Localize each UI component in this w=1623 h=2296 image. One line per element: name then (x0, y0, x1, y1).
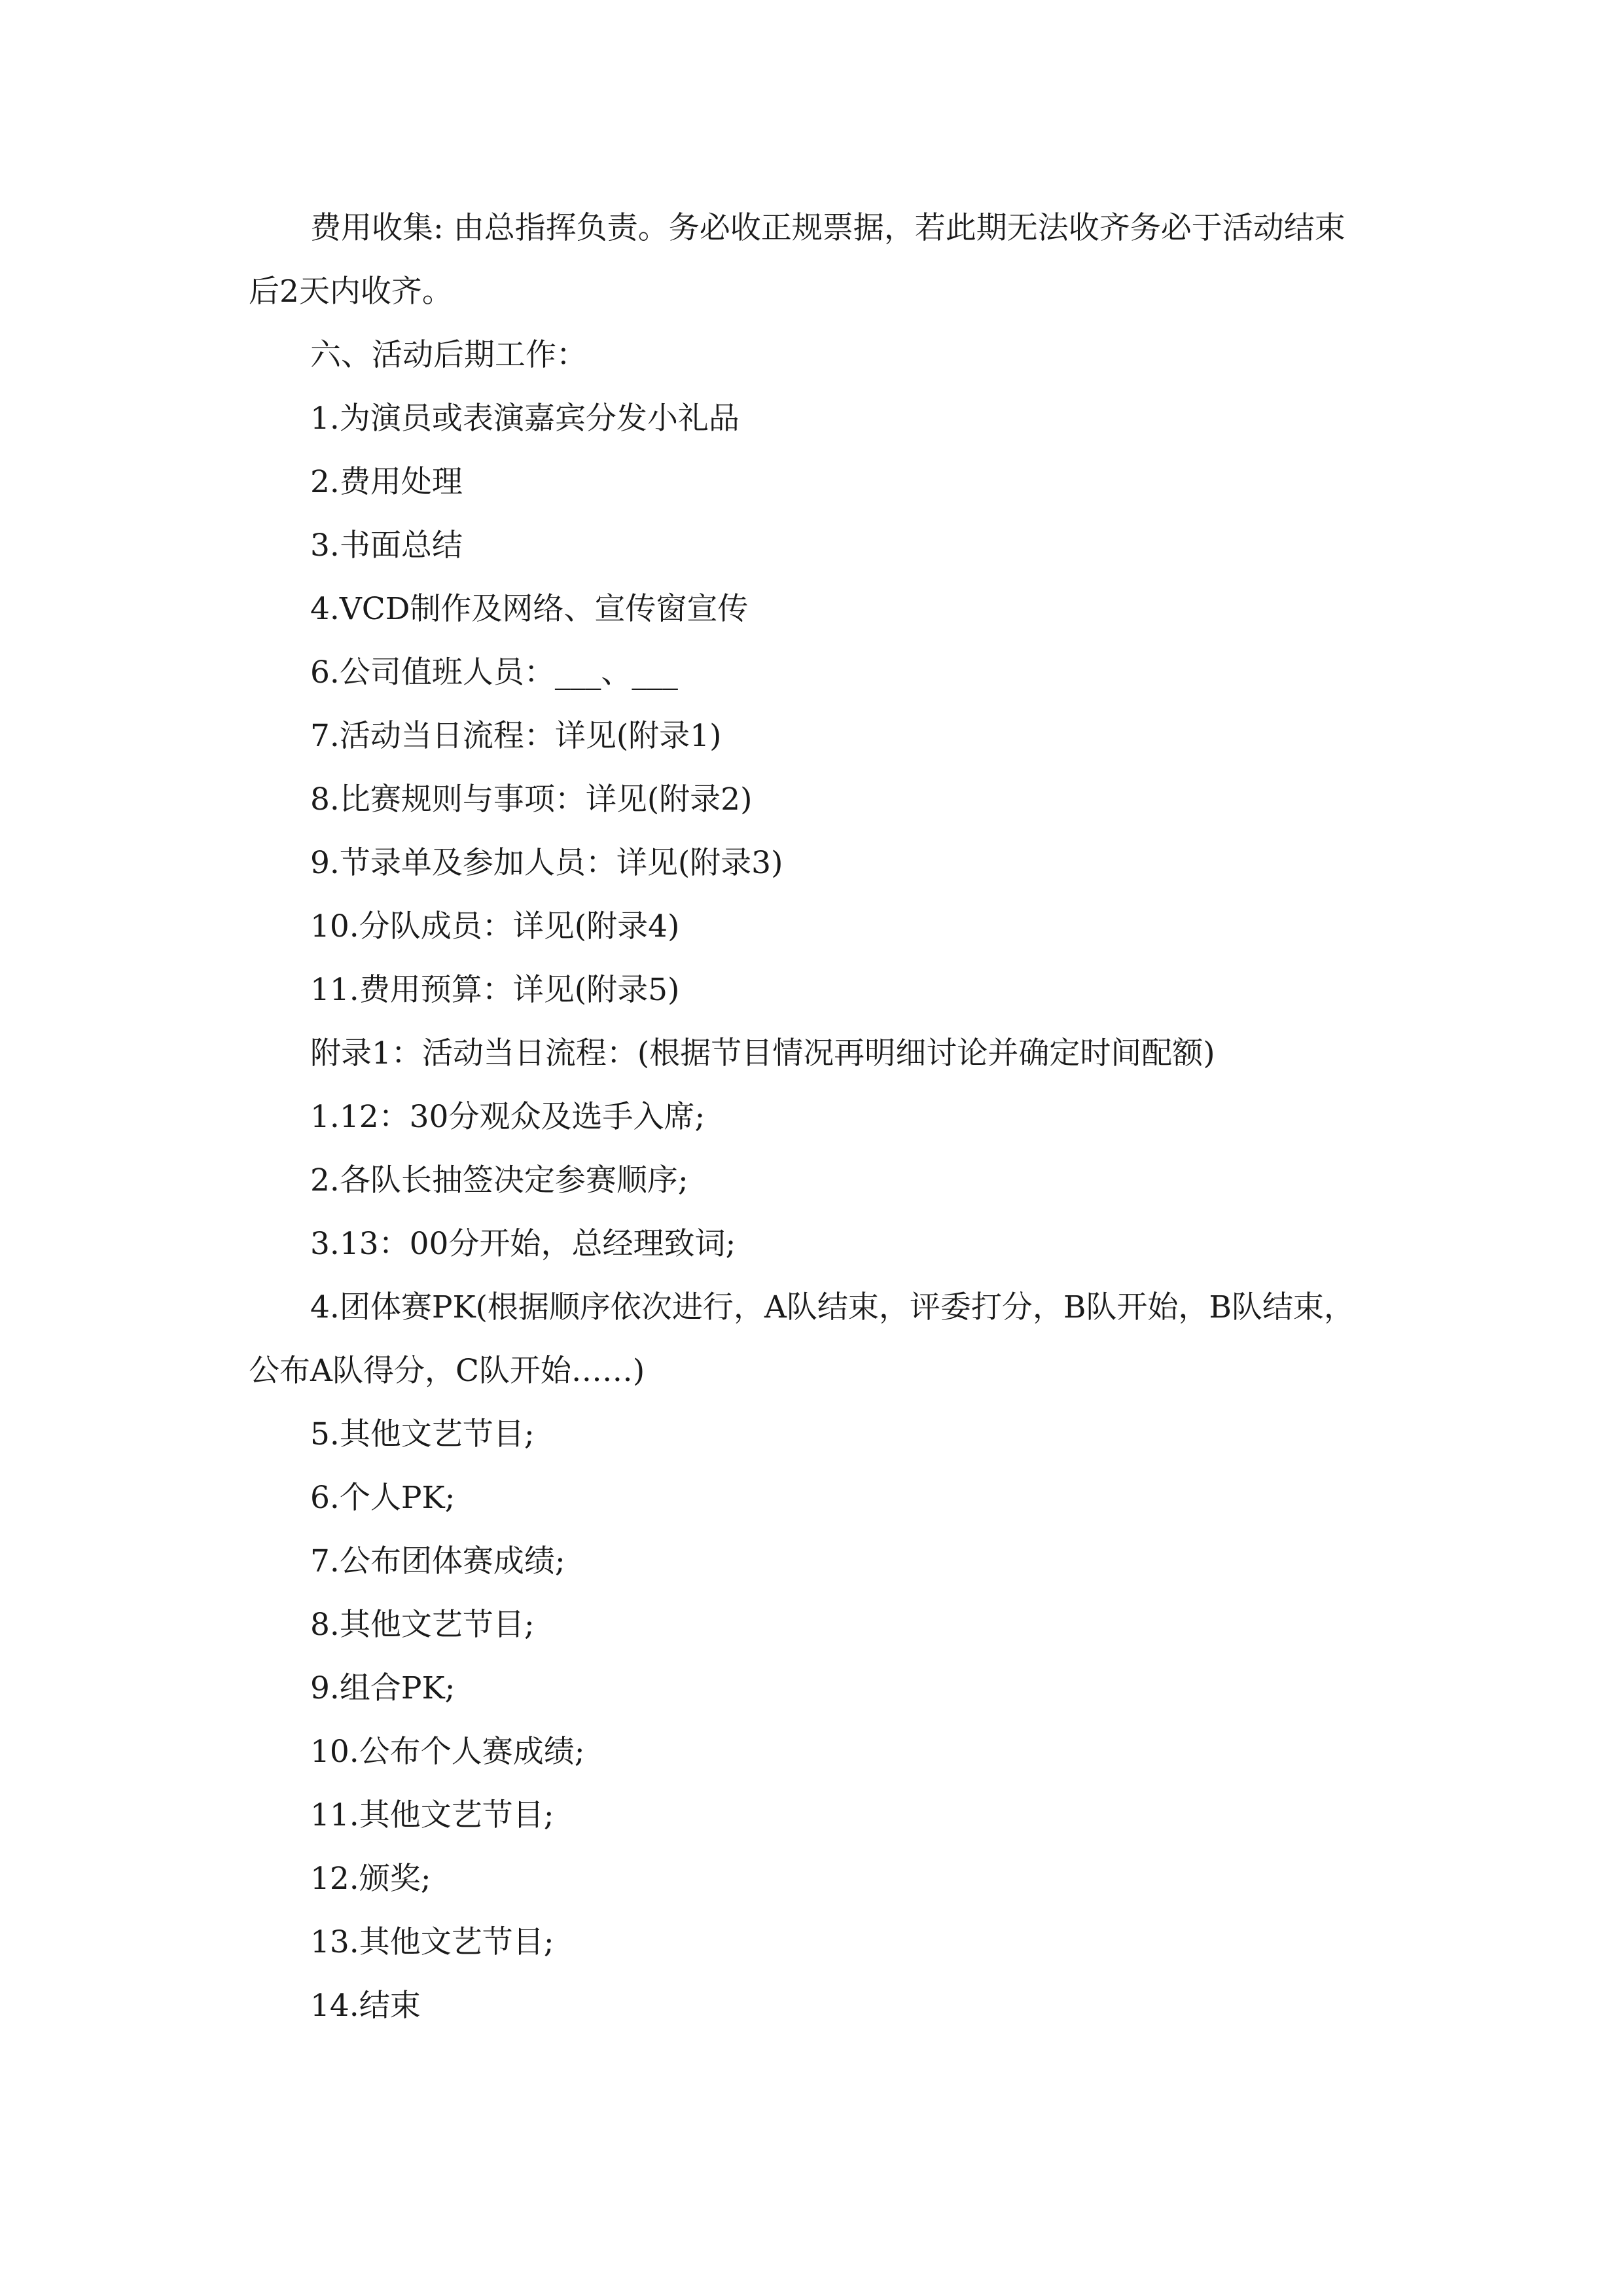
section-heading-post-activity: 六、活动后期工作： (310, 337, 587, 373)
list-item: 6.公司值班人员：___、___ (310, 655, 678, 691)
list-item: 12.颁奖; (310, 1861, 431, 1897)
list-item: 9.组合PK; (310, 1670, 455, 1706)
list-item: 3.书面总结 (310, 528, 463, 564)
list-item: 11.费用预算：详见(附录5) (310, 972, 680, 1008)
list-item: 7.活动当日流程：详见(附录1) (310, 718, 722, 754)
appendix-heading: 附录1：活动当日流程：(根据节目情况再明细讨论并确定时间配额) (310, 1035, 1215, 1071)
list-item: 14.结束 (310, 1988, 421, 2024)
list-item: 11.其他文艺节目; (310, 1797, 554, 1833)
list-item: 6.个人PK; (310, 1480, 455, 1516)
list-item: 5.其他文艺节目; (310, 1416, 535, 1452)
list-item: 1.为演员或表演嘉宾分发小礼品 (310, 401, 740, 437)
list-item: 1.12：30分观众及选手入席; (310, 1099, 705, 1135)
list-item: 10.公布个人赛成绩; (310, 1734, 585, 1770)
list-item: 4.团体赛PK(根据顺序依次进行，A队结束，评委打分，B队开始，B队结束，公布A队得分，C队开始……) (249, 1289, 1355, 1389)
list-item: 7.公布团体赛成绩; (310, 1543, 565, 1579)
list-item: 8.比赛规则与事项：详见(附录2) (310, 781, 753, 817)
list-item: 2.各队长抽签决定参赛顺序; (310, 1162, 688, 1198)
list-item: 10.分队成员：详见(附录4) (310, 908, 680, 944)
list-item: 4.VCD制作及网络、宣传窗宣传 (310, 591, 749, 627)
document-body (249, 196, 1374, 2037)
list-item: 2.费用处理 (310, 464, 463, 500)
paragraph-fee-collection: 费用收集: 由总指挥负责。务必收正规票据，若此期无法收齐务必于活动结束后2天内收齐。 (249, 210, 1346, 310)
list-item: 9.节录单及参加人员：详见(附录3) (310, 845, 783, 881)
list-item: 13.其他文艺节目; (310, 1924, 554, 1960)
list-item: 8.其他文艺节目; (310, 1607, 535, 1643)
list-item: 3.13：00分开始，总经理致词; (310, 1226, 736, 1262)
